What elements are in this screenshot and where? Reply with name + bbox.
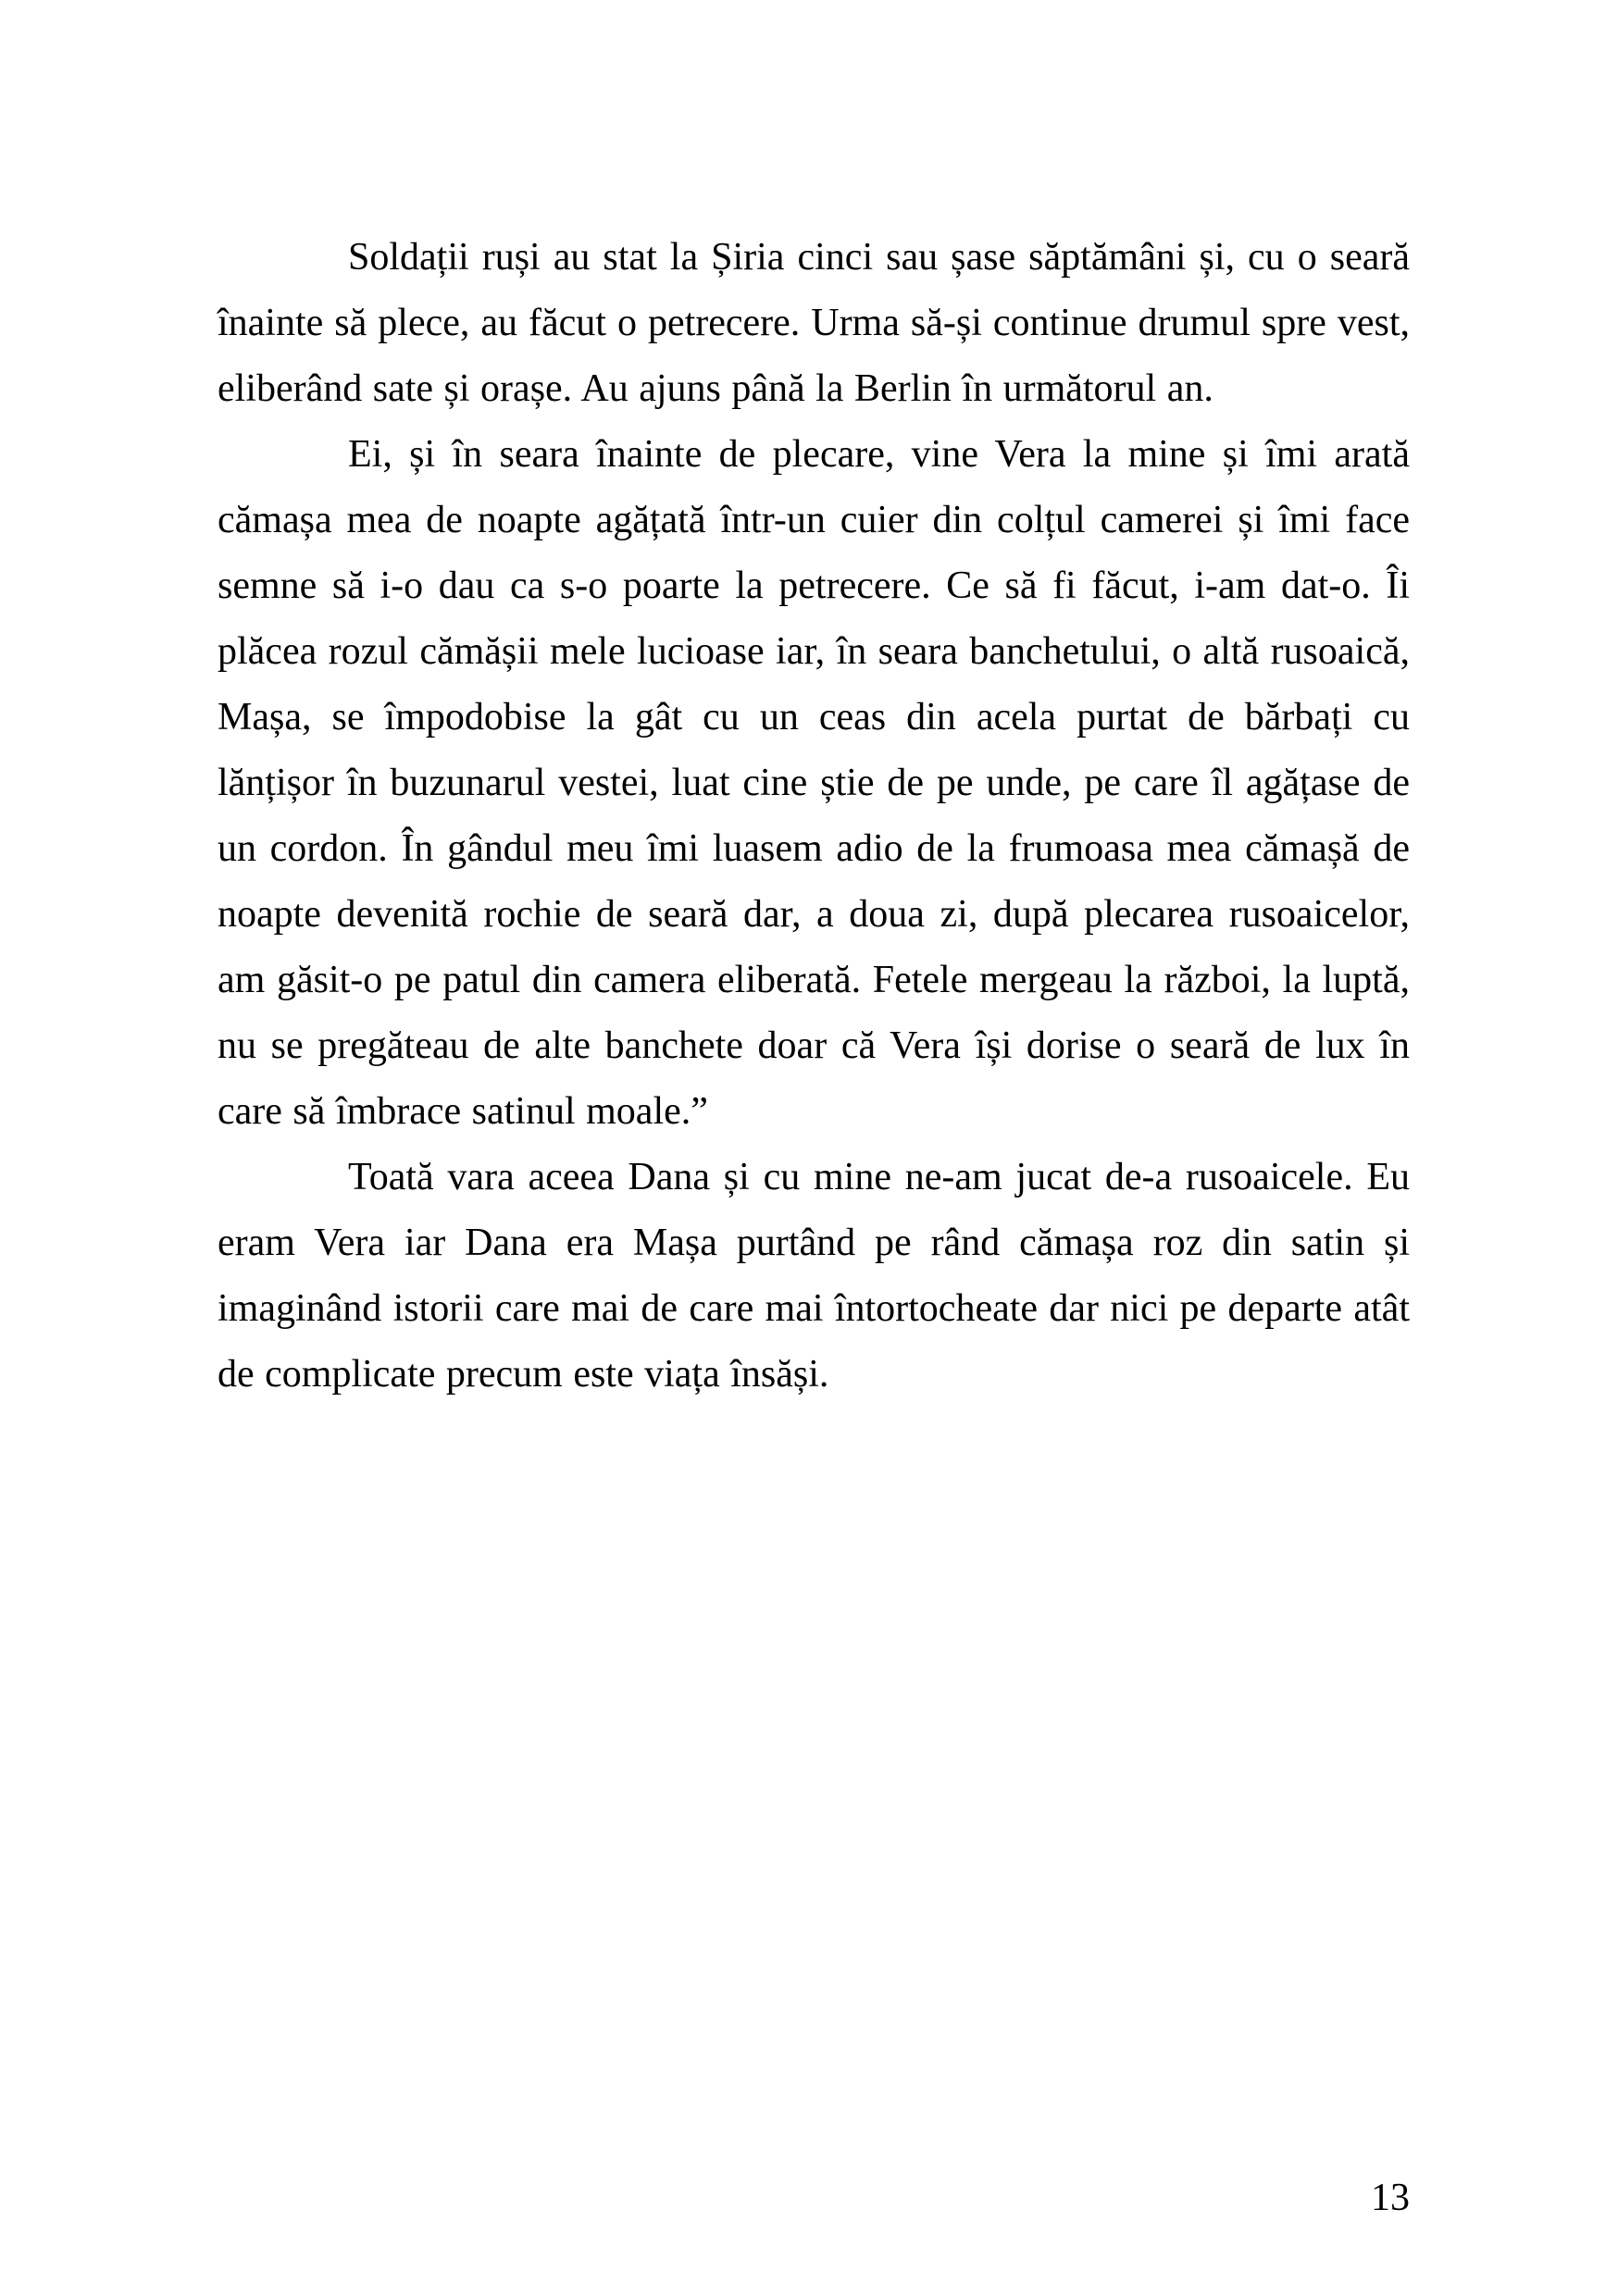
paragraph: Ei, și în seara înainte de plecare, vine Vera la mine și îmi arată cămașa mea de noapte agățată într-un cuier din colțul camerei și îmi face semne să i-o dau ca s-o poarte la petrecere. Ce să fi făcut, i-am dat-o. Îi plăcea rozul cămășii mele lucioase iar, în seara banchetului, o altă rusoaică, Mașa, se împodobise la gât cu un ceas din acela purtat de bărbați cu lănțișor în buzunarul vestei, luat cine știe de pe unde, pe care îl agățase de un cordon. În gândul meu îmi luasem adio de la frumoasa mea cămașă de noapte devenită rochie de seară dar, a doua zi, după plecarea rusoaicelor, am găsit-o pe patul din camera eliberată. Fetele mergeau la război, la luptă, nu se pregăteau de alte banchete doar că Vera își dorise o seară de lux în care să îmbrace satinul moale.” <box>218 433 1410 1133</box>
paragraph: Toată vara aceea Dana și cu mine ne-am jucat de-a rusoaicele. Eu eram Vera iar Dana era Mașa purtând pe rând cămașa roz din satin și imaginând istorii care mai de care mai întortocheate dar nici pe departe atât de complicate precum este viața însăși. <box>218 1156 1410 1396</box>
text-block <box>218 225 1410 1408</box>
page-number: 13 <box>1371 2177 1410 2219</box>
paragraph: Soldații ruși au stat la Șiria cinci sau șase săptămâni și, cu o seară înainte să plece, au făcut o petrecere. Urma să-și continue drumul spre vest, eliberând sate și orașe. Au ajuns până la Berlin în următorul an. <box>218 236 1410 410</box>
